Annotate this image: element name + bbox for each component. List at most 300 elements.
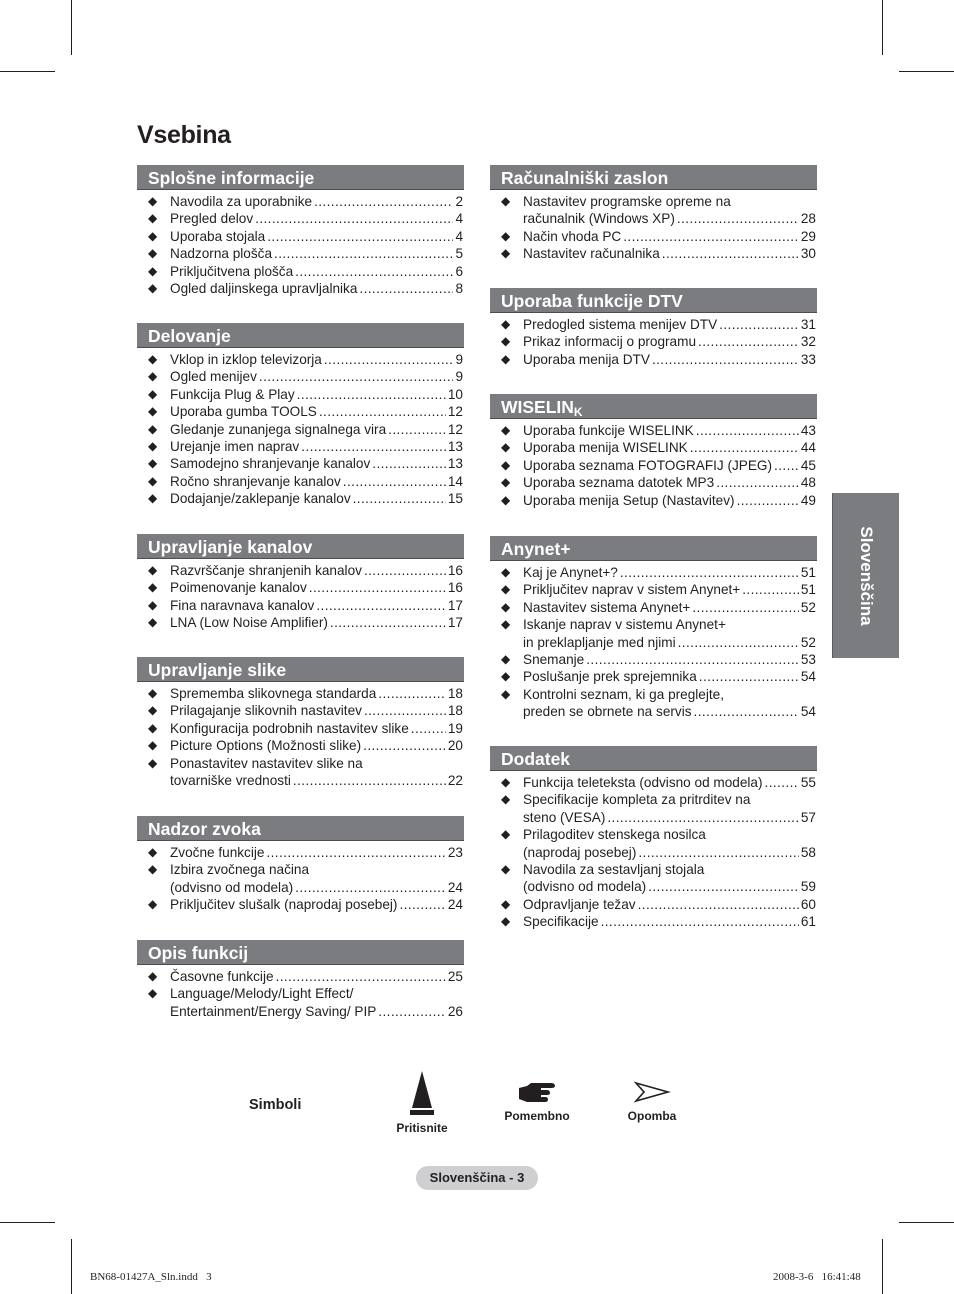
toc-entry-first-line: Izbira zvočnega načina (170, 862, 310, 878)
toc-entry-row (170, 720, 463, 737)
toc-entry-page-number: 54 (800, 704, 816, 720)
dot-leader (638, 896, 799, 913)
toc-entry-row (170, 844, 463, 861)
toc-entry-label: Navodila za uporabnike (170, 194, 313, 209)
toc-entry-row (523, 599, 816, 616)
toc-entry-page-number: 17 (447, 597, 463, 613)
dot-leader (716, 474, 799, 491)
toc-entry-label: (odvisno od modela) (170, 879, 294, 895)
toc-entry-label: Gledanje zunanjega signalnega vira (170, 421, 387, 437)
bullet-diamond-icon: ◆ (148, 563, 158, 577)
toc-entry-row (170, 351, 463, 368)
toc-entry-row (170, 210, 463, 227)
toc-entry-row (523, 210, 816, 227)
toc-entry-row (523, 913, 816, 930)
toc-entry-page-number: 31 (800, 317, 816, 332)
bullet-diamond-icon: ◆ (148, 491, 158, 506)
bullet-diamond-icon: ◆ (501, 896, 511, 911)
toc-entry[interactable] (137, 386, 464, 403)
toc-section (490, 165, 817, 263)
toc-entry-row (170, 597, 463, 614)
section-heading (490, 165, 817, 190)
toc-entry[interactable] (137, 351, 464, 368)
dot-leader (372, 455, 446, 472)
toc-entry-label: Uporaba seznama FOTOGRAFIJ (JPEG) (523, 457, 773, 473)
toc-entry-page-number: 44 (800, 440, 816, 456)
bullet-diamond-icon: ◆ (501, 246, 511, 261)
toc-entry-page-number: 52 (800, 599, 816, 615)
toc-list (137, 685, 464, 789)
toc-entry-label: Nastavitev sistema Anynet+ (523, 599, 691, 615)
toc-entry-row (170, 772, 463, 789)
bullet-diamond-icon: ◆ (501, 914, 511, 929)
toc-entry-page-number: 16 (447, 580, 463, 596)
toc-entry-label: Priključitvena plošča (170, 263, 294, 279)
toc-entry[interactable] (137, 438, 464, 455)
toc-entry[interactable] (137, 263, 464, 280)
toc-entry-row (523, 422, 816, 439)
toc-list (490, 564, 817, 721)
dot-leader (343, 473, 446, 490)
side-tab-label: Slovenščina (857, 525, 876, 626)
toc-entry-label: Nadzorna plošča (170, 246, 273, 262)
note-arrow-icon (632, 1080, 672, 1104)
toc-list (137, 351, 464, 508)
dot-leader (274, 245, 453, 262)
toc-entry-page-number: 8 (455, 281, 463, 297)
dot-leader (255, 210, 453, 227)
toc-entry-page-number: 10 (447, 386, 463, 402)
toc-entry-page-number: 32 (800, 334, 816, 350)
bullet-diamond-icon: ◆ (148, 720, 158, 735)
toc-section (490, 288, 817, 368)
dot-leader (411, 720, 446, 737)
toc-entry-row (523, 333, 816, 350)
toc-entry[interactable] (490, 616, 817, 651)
section-heading (490, 288, 817, 313)
symbol-note (622, 1080, 682, 1123)
toc-entry-page-number: 14 (447, 473, 463, 489)
toc-entry-page-number: 51 (800, 582, 816, 598)
toc-entry[interactable] (490, 581, 817, 598)
bullet-diamond-icon: ◆ (148, 738, 158, 753)
toc-entry[interactable] (137, 490, 464, 507)
toc-entry-first-line: Specifikacije kompleta za pritrditev na (523, 792, 751, 808)
toc-entry-row (523, 896, 816, 913)
toc-entry[interactable] (137, 210, 464, 227)
toc-section (137, 323, 464, 508)
crop-mark (882, 1239, 883, 1294)
symbol-press-caption: Pritisnite (396, 1121, 448, 1135)
toc-section (137, 534, 464, 632)
toc-entry-label: preden se obrnete na servis (523, 704, 692, 720)
toc-entry[interactable] (490, 651, 817, 668)
bullet-diamond-icon: ◆ (501, 827, 511, 842)
dot-leader (765, 774, 799, 791)
toc-entry[interactable] (137, 720, 464, 737)
bullet-diamond-icon: ◆ (501, 775, 511, 789)
toc-entry[interactable] (137, 473, 464, 490)
section-heading (137, 323, 464, 348)
toc-entry-label: Fina naravnava kanalov (170, 597, 315, 613)
bullet-diamond-icon: ◆ (148, 246, 158, 261)
toc-entry-page-number: 12 (447, 404, 463, 420)
toc-entry-page-number: 57 (800, 809, 816, 825)
toc-entry-label: Pregled delov (170, 211, 254, 227)
symbol-press (392, 1070, 452, 1135)
bullet-diamond-icon: ◆ (148, 352, 158, 366)
toc-entry-page-number: 24 (447, 879, 463, 895)
toc-entry-page-number: 16 (447, 563, 463, 578)
dot-leader (259, 368, 454, 385)
bullet-diamond-icon: ◆ (148, 703, 158, 718)
section-heading-text: Uporaba funkcije DTV (501, 291, 683, 311)
toc-entry-row (523, 492, 816, 509)
toc-entry-page-number: 4 (455, 211, 463, 227)
bullet-diamond-icon: ◆ (148, 211, 158, 226)
dot-leader (623, 228, 799, 245)
toc-entry-page-number: 48 (800, 475, 816, 491)
toc-entry[interactable] (137, 193, 464, 210)
page-number-badge: Slovenščina - 3 (416, 1166, 538, 1190)
toc-section (490, 536, 817, 721)
toc-entry[interactable] (137, 579, 464, 596)
toc-entry-label: Snemanje (523, 652, 585, 668)
toc-entry[interactable] (137, 562, 464, 579)
toc-entry-row (523, 651, 816, 668)
toc-entry-row (523, 581, 816, 598)
crop-mark (71, 0, 72, 55)
dot-leader (295, 263, 453, 280)
toc-entry[interactable] (490, 333, 817, 350)
toc-entry-label: Ročno shranjevanje kanalov (170, 473, 341, 489)
toc-entry-page-number: 18 (447, 703, 463, 719)
bullet-diamond-icon: ◆ (501, 862, 511, 877)
toc-entry[interactable] (137, 245, 464, 262)
section-heading-text: Anynet+ (501, 539, 571, 559)
crop-mark (899, 71, 954, 72)
toc-entry-page-number: 29 (800, 228, 816, 244)
toc-entry[interactable] (490, 826, 817, 861)
crop-mark (71, 1239, 72, 1294)
crop-mark (899, 1222, 954, 1223)
dot-leader (774, 457, 799, 474)
bullet-diamond-icon: ◆ (148, 969, 158, 983)
toc-entry[interactable] (490, 913, 817, 930)
toc-entry[interactable] (490, 351, 817, 368)
toc-entry-page-number: 13 (447, 439, 463, 455)
toc-entry-page-number: 15 (447, 491, 463, 507)
toc-entry[interactable] (137, 368, 464, 385)
toc-entry[interactable] (490, 316, 817, 333)
toc-entry[interactable] (490, 245, 817, 262)
toc-entry-first-line: Prilagoditev stenskega nosilca (523, 827, 706, 843)
bullet-diamond-icon: ◆ (501, 351, 511, 366)
toc-entry-label: Sprememba slikovnega standarda (170, 686, 377, 701)
section-heading-text: Nadzor zvoka (148, 819, 261, 839)
toc-entry[interactable] (137, 844, 464, 861)
bullet-diamond-icon: ◆ (148, 597, 158, 612)
toc-entry[interactable] (490, 228, 817, 245)
bullet-diamond-icon: ◆ (148, 986, 158, 1001)
toc-entry-row (170, 245, 463, 262)
dot-leader (319, 403, 446, 420)
toc-entry-first-line: Language/Melody/Light Effect/ (170, 986, 354, 1002)
toc-entry[interactable] (490, 564, 817, 581)
toc-entry-label: Prilagajanje slikovnih nastavitev (170, 703, 362, 719)
toc-list (137, 193, 464, 297)
toc-entry-row (523, 457, 816, 474)
toc-entry-row (170, 562, 463, 579)
toc-entry-row (170, 579, 463, 596)
section-heading (137, 940, 464, 965)
dot-leader (690, 439, 799, 456)
section-heading-text: Upravljanje kanalov (148, 537, 313, 557)
toc-entry-row (523, 228, 816, 245)
dot-leader (364, 702, 446, 719)
bullet-diamond-icon: ◆ (148, 281, 158, 296)
toc-entry-row (523, 316, 816, 333)
toc-entry-page-number: 53 (800, 652, 816, 668)
toc-entry-page-number: 5 (455, 246, 463, 262)
toc-list (490, 422, 817, 509)
toc-entry-row (170, 368, 463, 385)
dot-leader (267, 228, 453, 245)
dot-leader (324, 351, 454, 368)
bullet-diamond-icon: ◆ (148, 845, 158, 859)
toc-entry-row (170, 193, 463, 210)
toc-entry[interactable] (490, 896, 817, 913)
toc-entry[interactable] (490, 439, 817, 456)
toc-entry-row (523, 245, 816, 262)
toc-entry-label: Nastavitev računalnika (523, 246, 660, 262)
dot-leader (694, 703, 799, 720)
dot-leader (677, 210, 799, 227)
bullet-diamond-icon: ◆ (501, 652, 511, 667)
section-heading (490, 536, 817, 561)
toc-entry-label: in preklapljanje med njimi (523, 634, 676, 650)
toc-entry-label: Uporaba gumba TOOLS (170, 404, 317, 420)
toc-entry[interactable] (137, 896, 464, 913)
toc-entry[interactable] (490, 791, 817, 826)
toc-entry-row (523, 878, 816, 895)
section-heading-text: WISELIN (501, 397, 574, 417)
dot-leader (301, 438, 446, 455)
toc-entry-label: Razvrščanje shranjenih kanalov (170, 563, 362, 578)
toc-entry[interactable] (137, 597, 464, 614)
toc-entry-row (523, 564, 816, 581)
bullet-diamond-icon: ◆ (148, 862, 158, 877)
toc-entry[interactable] (137, 755, 464, 790)
section-heading (490, 394, 817, 419)
toc-entry-label: Funkcija Plug & Play (170, 386, 295, 402)
toc-entry-first-line: Kontrolni seznam, ki ga preglejte, (523, 686, 724, 702)
toc-entry-row (523, 774, 816, 791)
toc-entry[interactable] (490, 457, 817, 474)
toc-entry-label: Vklop in izklop televizorja (170, 352, 322, 367)
toc-entry[interactable] (490, 492, 817, 509)
toc-entry-page-number: 9 (455, 369, 463, 385)
toc-entry[interactable] (137, 421, 464, 438)
symbol-note-caption: Opomba (627, 1109, 677, 1123)
toc-entry-row (170, 473, 463, 490)
bullet-diamond-icon: ◆ (148, 580, 158, 595)
dot-leader (742, 581, 799, 598)
symbol-important-caption: Pomembno (504, 1109, 570, 1123)
toc-entry[interactable] (490, 774, 817, 791)
dot-leader (719, 316, 799, 333)
bullet-diamond-icon: ◆ (501, 599, 511, 614)
toc-entry-page-number: 4 (455, 228, 463, 244)
toc-entry-page-number: 22 (447, 773, 463, 789)
toc-entry[interactable] (137, 280, 464, 297)
toc-entry-first-line: Navodila za sestavljanj stojala (523, 862, 705, 878)
toc-entry-label: Prikaz informacij o programu (523, 334, 697, 350)
toc-section (137, 816, 464, 914)
dot-leader (662, 245, 799, 262)
section-heading-text: Delovanje (148, 326, 231, 346)
toc-entry-label: Funkcija teleteksta (odvisno od modela) (523, 775, 763, 790)
toc-entry-label: Uporaba seznama datotek MP3 (523, 475, 715, 491)
toc-entry-label: Entertainment/Energy Saving/ PIP (170, 1003, 377, 1019)
toc-entry-label: Poslušanje prek sprejemnika (523, 669, 697, 685)
toc-entry[interactable] (137, 985, 464, 1020)
toc-entry-label: LNA (Low Noise Amplifier) (170, 615, 328, 631)
toc-list (137, 562, 464, 632)
dot-leader (638, 844, 799, 861)
toc-entry[interactable] (137, 702, 464, 719)
toc-entry-page-number: 30 (800, 246, 816, 262)
toc-entry[interactable] (137, 228, 464, 245)
toc-entry-page-number: 54 (800, 669, 816, 685)
toc-entry[interactable] (137, 614, 464, 631)
toc-list (137, 844, 464, 914)
toc-entry-page-number: 49 (800, 492, 816, 508)
toc-entry-page-number: 17 (447, 615, 463, 631)
language-side-tab (832, 493, 899, 658)
bullet-diamond-icon: ◆ (148, 194, 158, 208)
toc-entry[interactable] (490, 193, 817, 228)
bullet-diamond-icon: ◆ (148, 386, 158, 401)
toc-entry[interactable] (137, 737, 464, 754)
toc-entry-label: Uporaba menija WISELINK (523, 440, 688, 456)
bullet-diamond-icon: ◆ (501, 228, 511, 243)
toc-section (137, 165, 464, 297)
toc-entry-label: Predogled sistema menijev DTV (523, 317, 718, 332)
toc-entry-label: (naprodaj posebej) (523, 844, 637, 860)
dot-leader (678, 634, 799, 651)
toc-section (137, 657, 464, 789)
bullet-diamond-icon: ◆ (501, 565, 511, 579)
toc-entry-row (523, 844, 816, 861)
toc-entry-label: Urejanje imen naprav (170, 439, 300, 455)
bullet-diamond-icon: ◆ (148, 439, 158, 454)
section-heading-text: Opis funkcij (148, 943, 249, 963)
dot-leader (309, 579, 446, 596)
dot-leader (316, 597, 446, 614)
toc-section (137, 940, 464, 1020)
toc-entry-row (170, 438, 463, 455)
bullet-diamond-icon: ◆ (501, 792, 511, 807)
toc-entry-page-number: 24 (447, 897, 463, 913)
toc-entry[interactable] (490, 861, 817, 896)
section-heading (137, 534, 464, 559)
toc-entry-label: Kaj je Anynet+? (523, 565, 618, 580)
dot-leader (330, 614, 446, 631)
toc-entry-label: Uporaba stojala (170, 228, 266, 244)
dot-leader (696, 422, 799, 439)
toc-entry-label: tovarniške vrednosti (170, 773, 291, 789)
toc-entry-label: Samodejno shranjevanje kanalov (170, 456, 371, 472)
dot-leader (266, 844, 445, 861)
toc-entry-row (523, 474, 816, 491)
bullet-diamond-icon: ◆ (501, 317, 511, 331)
pointing-hand-icon (517, 1080, 557, 1104)
section-heading (490, 746, 817, 771)
toc-entry-label: Zvočne funkcije (170, 845, 265, 860)
bullet-diamond-icon: ◆ (148, 456, 158, 471)
toc-entry[interactable] (490, 599, 817, 616)
toc-entry-page-number: 52 (800, 634, 816, 650)
toc-entry[interactable] (490, 668, 817, 685)
toc-entry[interactable] (137, 685, 464, 702)
toc-entry-label: Uporaba menija DTV (523, 351, 650, 367)
press-arrow-icon (406, 1070, 438, 1116)
symbols-label: Simboli (249, 1097, 302, 1113)
toc-section (490, 394, 817, 509)
toc-entry[interactable] (137, 455, 464, 472)
bullet-diamond-icon: ◆ (148, 369, 158, 384)
dot-leader (378, 685, 446, 702)
dot-leader (652, 351, 799, 368)
toc-entry[interactable] (137, 403, 464, 420)
toc-entry-label: steno (VESA) (523, 809, 606, 825)
toc-entry-page-number: 13 (447, 456, 463, 472)
crop-mark (882, 0, 883, 55)
toc-entry-label: (odvisno od modela) (523, 879, 647, 895)
toc-entry[interactable] (490, 474, 817, 491)
toc-entry-row (170, 896, 463, 913)
toc-entry[interactable] (137, 861, 464, 896)
bullet-diamond-icon: ◆ (501, 582, 511, 597)
bullet-diamond-icon: ◆ (148, 228, 158, 243)
bullet-diamond-icon: ◆ (501, 669, 511, 684)
bullet-diamond-icon: ◆ (501, 440, 511, 455)
crop-mark (0, 1222, 55, 1223)
dot-leader (586, 651, 799, 668)
toc-entry-label: Konfiguracija podrobnih nastavitev slike (170, 720, 409, 736)
dot-leader (737, 492, 799, 509)
bullet-diamond-icon: ◆ (148, 263, 158, 278)
section-heading-text: Dodatek (501, 749, 571, 769)
toc-entry-label: Dodajanje/zaklepanje kanalov (170, 491, 351, 507)
toc-list (490, 774, 817, 931)
dot-leader (692, 599, 799, 616)
dot-leader (388, 421, 446, 438)
dot-leader (378, 1003, 446, 1020)
bullet-diamond-icon: ◆ (501, 423, 511, 437)
toc-entry-page-number: 26 (447, 1003, 463, 1019)
toc-entry[interactable] (490, 422, 817, 439)
section-heading-text: Računalniški zaslon (501, 168, 669, 188)
toc-entry[interactable] (137, 968, 464, 985)
toc-list (137, 968, 464, 1020)
toc-entry-label: Specifikacije (523, 914, 599, 930)
toc-entry[interactable] (490, 686, 817, 721)
toc-entry-page-number: 23 (447, 845, 463, 860)
toc-entry-row (523, 634, 816, 651)
toc-entry-row (523, 351, 816, 368)
